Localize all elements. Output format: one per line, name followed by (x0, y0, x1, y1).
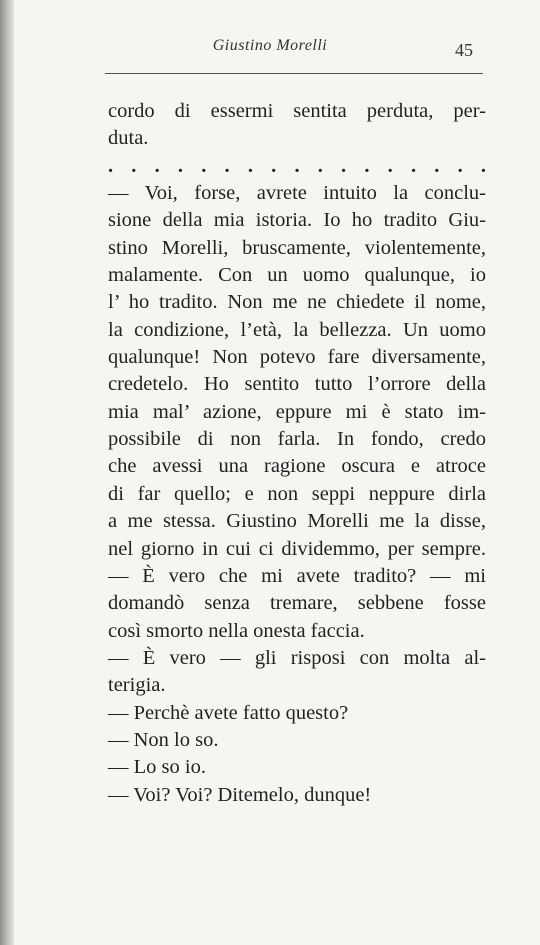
text-line: sione della mia istoria. Io ho tradito Giu- (108, 209, 486, 232)
page-number: 45 (455, 40, 473, 60)
text-line: malamente. Con un uomo qualunque, io (108, 264, 486, 287)
text-line: qualunque! Non potevo fare diversamente, (108, 346, 486, 369)
text-line: a me stessa. Giustino Morelli me la disse, (108, 510, 486, 533)
text-line: nel giorno in cui ci dividemmo, per sempre. (108, 537, 486, 560)
header-rule (105, 73, 483, 74)
text-line: terigia. (108, 674, 166, 697)
text-line: così smorto nella onesta faccia. (108, 619, 365, 642)
text-line: domandò senza tremare, sebbene fosse (108, 592, 486, 615)
text-line: duta. (108, 127, 149, 150)
text-line: che avessi una ragione oscura e atroce (108, 455, 486, 478)
text-line: . . . . . . . . . . . . . . . . . (108, 154, 486, 177)
text-line: — Perchè avete fatto questo? (108, 701, 349, 724)
text-line: — Non lo so. (108, 728, 219, 751)
text-line: — Lo so io. (108, 756, 206, 779)
running-title: Giustino Morelli (212, 37, 328, 54)
text-line: di far quello; e non seppi neppure dirla (108, 482, 486, 505)
text-line: mia mal’ azione, eppure mi è stato im- (108, 400, 486, 423)
text-line: — Voi, forse, avrete intuito la conclu- (108, 182, 486, 205)
text-line: credetelo. Ho sentito tutto l’orrore della (108, 373, 486, 396)
text-line: cordo di essermi sentita perduta, per- (108, 100, 486, 122)
text-line: l’ ho tradito. Non me ne chiedete il nome, (108, 291, 486, 314)
text-line: la condizione, l’età, la bellezza. Un uomo (108, 318, 486, 341)
text-line: possibile di non farla. In fondo, credo (108, 428, 486, 451)
text-line: — È vero — gli risposi con molta al- (108, 646, 486, 669)
body-text (108, 98, 486, 809)
text-line: — Voi? Voi? Ditemelo, dunque! (108, 783, 372, 806)
text-line: stino Morelli, bruscamente, violentemente, (108, 236, 486, 259)
text-line: — È vero che mi avete tradito? — mi (108, 564, 486, 587)
